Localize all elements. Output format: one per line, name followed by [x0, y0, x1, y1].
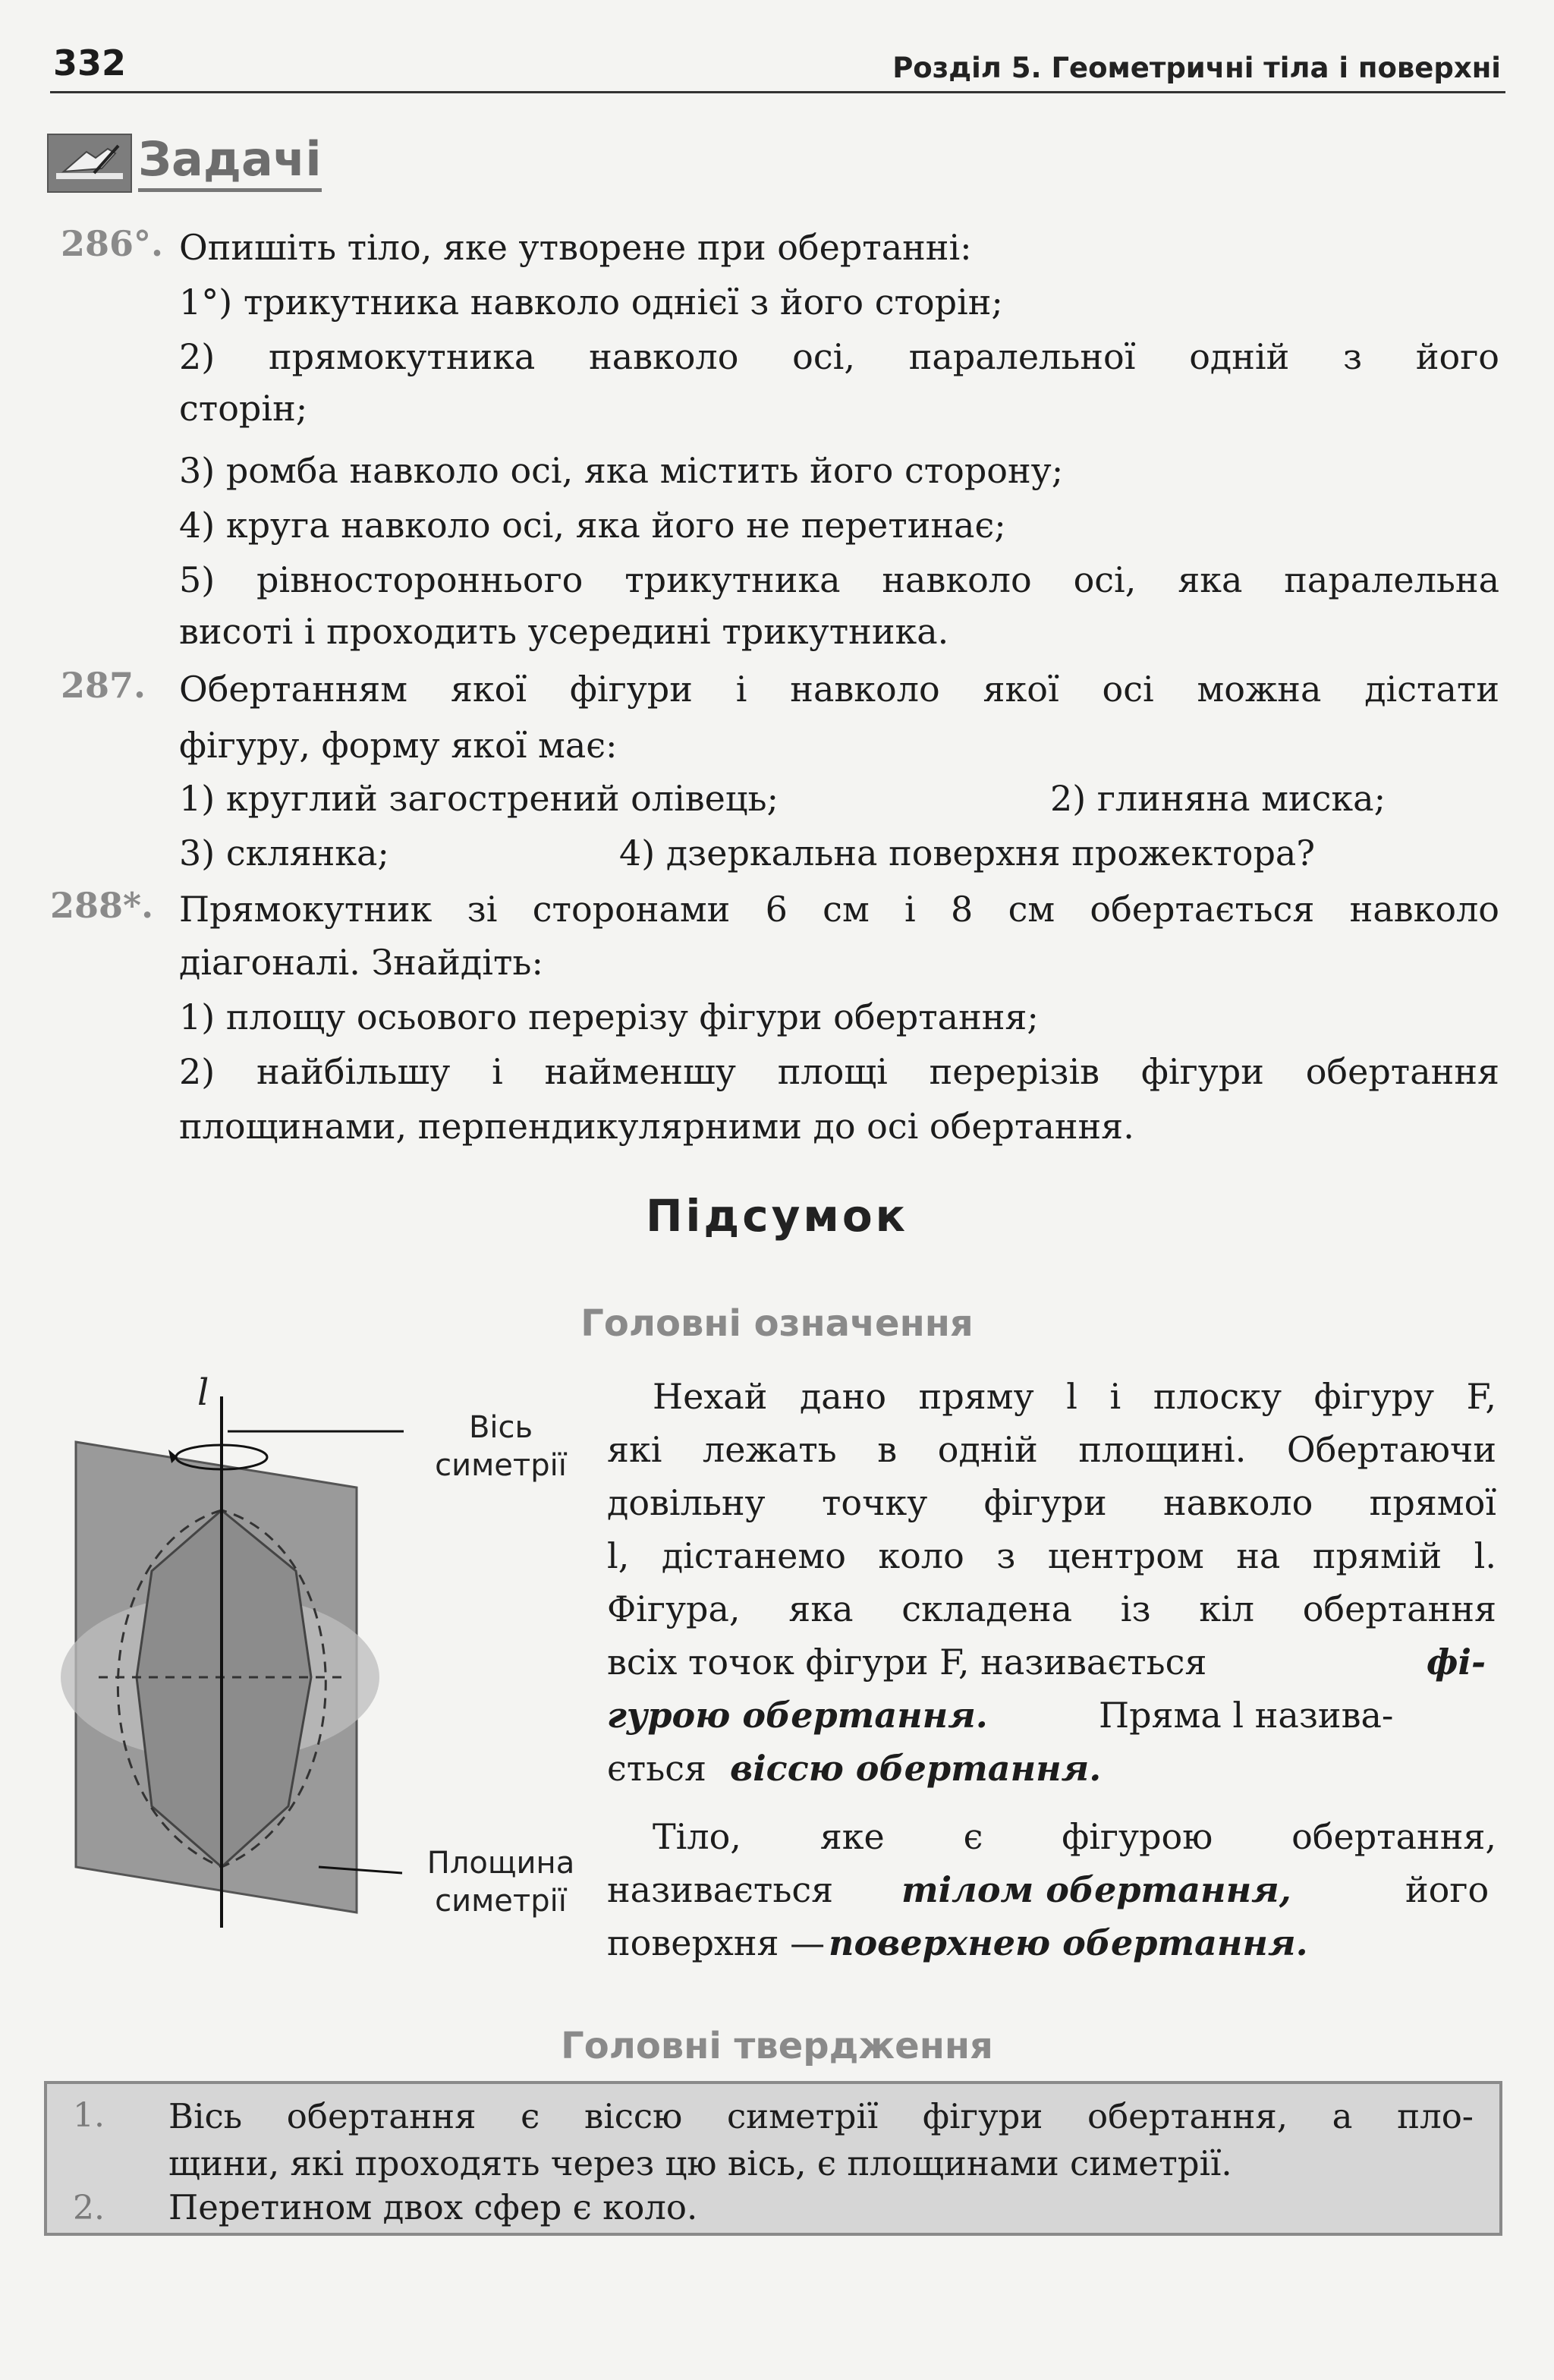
- problem-item: 1) площу осьового перерізу фігури обертання;: [179, 996, 1039, 1037]
- plane-of-symmetry-label: [402, 1844, 599, 1920]
- problem-intro: Опишіть тіло, яке утворене при обертанні:: [179, 227, 972, 268]
- problem-item: сторін;: [179, 388, 308, 429]
- definition-line: ється: [607, 1748, 707, 1789]
- problem-item: 4) дзеркальна поверхня прожектора?: [619, 833, 1315, 874]
- definition-line: всіх точок фігури F, називається: [607, 1642, 1207, 1683]
- problem-item: 4) круга навколо осі, яка його не перетинає;: [179, 505, 1006, 546]
- rotation-figure: [46, 1371, 607, 1958]
- definition-line: які лежать в одній площині. Обертаючи: [607, 1429, 1496, 1470]
- problem-item: 2) прямокутника навколо осі, паралельної одній з його: [179, 336, 1499, 377]
- axis-letter-label: l: [197, 1371, 209, 1414]
- definition-line: називається: [607, 1869, 834, 1910]
- definition-term: тілом обертання,: [901, 1869, 1291, 1910]
- problem-intro: фігуру, форму якої має:: [179, 725, 618, 766]
- problem-number: 288*.: [50, 885, 154, 926]
- problem-item: 5) рівностороннього трикутника навколо осі, яка паралельна: [179, 559, 1499, 600]
- section-title: Задачі: [138, 131, 322, 192]
- statement-number: 2.: [73, 2189, 105, 2227]
- problem-item: 1°) трикутника навколо однієї з його сторін;: [179, 282, 1003, 323]
- statements-box: [44, 2081, 1502, 2236]
- problem-intro: Прямокутник зі сторонами 6 см і 8 см обертається навколо: [179, 889, 1499, 930]
- problem-intro: Обертанням якої фігури і навколо якої осі можна дістати: [179, 669, 1499, 710]
- writing-hand-icon: [47, 134, 132, 193]
- definition-term: фі-: [1427, 1642, 1486, 1683]
- section-heading: [47, 128, 366, 193]
- chapter-title: Розділ 5. Геометричні тіла і поверхні: [892, 52, 1501, 84]
- plane-label-line: Площина: [426, 1846, 575, 1881]
- problem-item: 2) найбільшу і найменшу площі перерізів фігури обертання: [179, 1051, 1499, 1092]
- statement-line: Перетином двох сфер є коло.: [168, 2187, 698, 2227]
- page-header: [50, 38, 1505, 93]
- statement-line: Вісь обертання є віссю симетрії фігури обертання, а пло-: [168, 2096, 1474, 2136]
- plane-label-line: симетрії: [435, 1884, 567, 1919]
- definition-term: поверхнею обертання.: [829, 1922, 1308, 1963]
- definition-line: поверхня —: [607, 1922, 826, 1963]
- problem-number: 286°.: [61, 223, 164, 264]
- definition-line: Фігура, яка складена із кіл обертання: [607, 1588, 1496, 1629]
- statement-line: щини, які проходять через цю вісь, є площинами симетрії.: [168, 2143, 1232, 2183]
- problem-item: площинами, перпендикулярними до осі обертання.: [179, 1106, 1134, 1147]
- problem-number: 287.: [61, 665, 146, 706]
- statement-number: 1.: [73, 2096, 105, 2135]
- problem-item: висоті і проходить усередині трикутника.: [179, 611, 949, 652]
- problem-item: 3) ромба навколо осі, яка містить його сторону;: [179, 450, 1064, 491]
- definition-line: його: [1405, 1869, 1490, 1910]
- axis-label-line: Вісь: [468, 1410, 533, 1445]
- statements-heading: Головні твердження: [561, 2025, 993, 2067]
- definition-term: віссю обертання.: [730, 1748, 1102, 1789]
- page-number: 332: [53, 42, 127, 83]
- axis-of-symmetry-label: [410, 1409, 592, 1484]
- definitions-heading: Головні означення: [580, 1302, 974, 1345]
- problem-intro: діагоналі. Знайдіть:: [179, 942, 543, 983]
- axis-label-line: симетрії: [435, 1448, 567, 1483]
- definition-term: гурою обертання.: [607, 1695, 988, 1736]
- summary-title: Підсумок: [645, 1190, 909, 1242]
- definition-line: Тіло, яке є фігурою обертання,: [653, 1816, 1496, 1857]
- definition-line: довільну точку фігури навколо прямої: [607, 1482, 1496, 1523]
- definition-line: Нехай дано пряму l і плоску фігуру F,: [653, 1376, 1496, 1417]
- problem-item: 1) круглий загострений олівець;: [179, 778, 779, 819]
- problem-item: 2) глиняна миска;: [1050, 778, 1386, 819]
- definition-line: Пряма l назива-: [1099, 1695, 1394, 1736]
- problem-item: 3) склянка;: [179, 833, 389, 874]
- definition-line: l, дістанемо коло з центром на прямій l.: [607, 1535, 1496, 1576]
